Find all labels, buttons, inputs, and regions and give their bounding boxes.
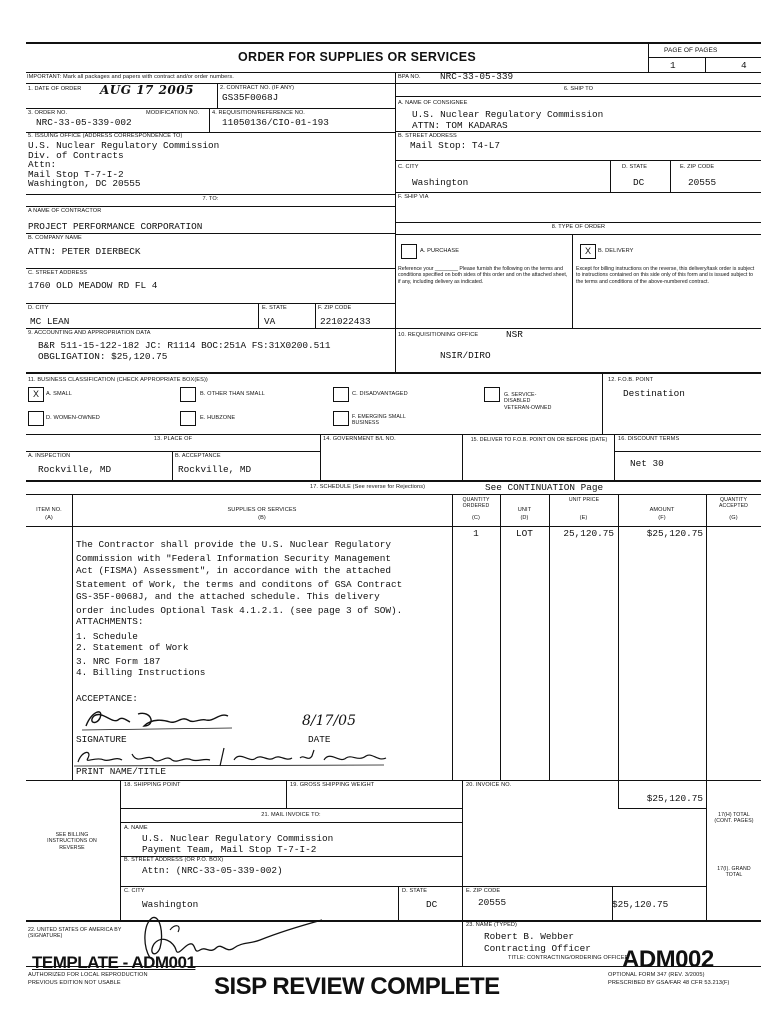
delivery-label: B. DELIVERY xyxy=(598,248,634,254)
contractor-state-label: E. STATE xyxy=(262,305,287,311)
form-title: ORDER FOR SUPPLIES OR SERVICES xyxy=(238,50,476,64)
delivery-checkbox[interactable]: X xyxy=(580,244,596,259)
description-line-2: Commission with "Federal Information Security Management xyxy=(76,553,392,564)
date-of-order-stamp: AUG 17 2005 xyxy=(100,83,194,97)
contractor-state: VA xyxy=(264,316,276,327)
acceptance-place: Rockville, MD xyxy=(178,464,252,475)
signature-label: SIGNATURE xyxy=(76,734,127,745)
important-note: IMPORTANT: Mark all packages and papers with contract and/or order numbers. xyxy=(27,74,234,80)
invoice-city-label: C. CITY xyxy=(124,888,145,894)
date-label: DATE xyxy=(308,734,331,745)
description-line-11: 4. Billing Instructions xyxy=(76,667,206,678)
other-than-small-checkbox[interactable] xyxy=(180,387,196,402)
sdvo-checkbox[interactable] xyxy=(484,387,500,402)
col-item: ITEM NO. xyxy=(36,507,62,513)
col-unit: UNIT xyxy=(517,507,532,513)
description-line-1: The Contractor shall provide the U.S. Nuclear Regulatory xyxy=(76,539,392,550)
authorized-reproduction: AUTHORIZED FOR LOCAL REPRODUCTION xyxy=(28,972,148,978)
col-amount-sub: (F) xyxy=(658,515,666,521)
description-line-9: 2. Statement of Work xyxy=(76,642,189,653)
grand-total: $25,120.75 xyxy=(612,899,669,910)
ship-street-label: B. STREET ADDRESS xyxy=(398,133,457,139)
ship-state-label: D. STATE xyxy=(622,164,648,170)
ship-city: Washington xyxy=(412,177,469,188)
requisitioning-office-label: 10. REQUISITIONING OFFICE xyxy=(398,332,479,338)
grand-total-label: 17(I). GRAND TOTAL xyxy=(717,866,751,879)
contractor-name-label: A NAME OF CONTRACTOR xyxy=(28,208,102,214)
print-name-handwriting xyxy=(74,746,394,768)
row-amount: $25,120.75 xyxy=(646,528,703,539)
col-accepted-sub: (G) xyxy=(729,515,738,521)
contractor-signature xyxy=(82,706,242,732)
women-owned-label: D. WOMEN-OWNED xyxy=(46,415,100,421)
issuing-office-line-1: U.S. Nuclear Regulatory Commission xyxy=(28,140,220,151)
invoice-zip-label: E. ZIP CODE xyxy=(466,888,501,894)
issuing-office-line-5: Washington, DC 20555 xyxy=(28,178,141,189)
usa-by-label: 22. UNITED STATES OF AMERICA BY (SIGNATURE) xyxy=(28,927,122,940)
inspection: Rockville, MD xyxy=(38,464,112,475)
col-qty-sub: (C) xyxy=(471,515,481,521)
template-stamp: TEMPLATE - ADM001 xyxy=(32,953,196,972)
col-supplies-sub: (B) xyxy=(258,515,266,521)
contract-no-label: 2. CONTRACT NO. (IF ANY) xyxy=(220,85,295,91)
top-rule xyxy=(26,42,761,44)
issuing-office-line-4: Mail Stop T-7-I-2 xyxy=(28,169,124,180)
gov-bl-label: 14. GOVERNMENT B/L NO. xyxy=(323,436,396,442)
gross-weight-label: 19. GROSS SHIPPING WEIGHT xyxy=(290,782,375,788)
issuing-office-line-2: Div. of Contracts xyxy=(28,150,124,161)
col-qty: QUANTITY ORDERED xyxy=(462,497,490,510)
contracting-officer-name: Robert B. Webber xyxy=(484,931,575,942)
row-unit-price: 25,120.75 xyxy=(563,528,614,539)
sdvo-label: G. SERVICE-DISABLED VETERAN-OWNED xyxy=(504,392,552,411)
accounting-line-2: OBGLIGATION: $25,120.75 xyxy=(38,351,168,362)
total-pages: 4 xyxy=(741,60,747,71)
prescribed-label: PRESCRIBED BY GSA/FAR 48 CFR 53.213(F) xyxy=(608,980,730,986)
emerging-small-checkbox[interactable] xyxy=(333,411,349,426)
ship-zip: 20555 xyxy=(688,177,717,188)
deliver-by-label: 15. DELIVER TO F.O.B. POINT ON OR BEFORE (DATE) xyxy=(470,437,608,443)
name-typed-label: 23. NAME (TYPED) xyxy=(466,922,518,928)
fob-point-label: 12. F.O.B. POINT xyxy=(608,377,654,383)
accounting-line-1: B&R 511-15-122-182 JC: R1114 BOC:251A FS:31X0200.511 xyxy=(38,340,331,351)
hubzone-label: E. HUBZONE xyxy=(200,415,236,421)
total-cont-pages-label: 17(H) TOTAL (CONT. PAGES) xyxy=(714,812,754,825)
requisition-no-label: 4. REQUISITION/REFERENCE NO. xyxy=(212,110,305,116)
small-checkbox[interactable]: X xyxy=(28,387,44,402)
company-name-label: B. COMPANY NAME xyxy=(28,235,82,241)
description-line-3: Act (FISMA) Assessment", in accordance with the attached xyxy=(76,565,392,576)
invoice-name-line-2: Payment Team, Mail Stop T-7-I-2 xyxy=(142,844,317,855)
contractor-name: PROJECT PERFORMANCE CORPORATION xyxy=(28,221,203,232)
accounting-label: 9. ACCOUNTING AND APPROPRIATION DATA xyxy=(28,330,151,336)
date-of-order-label: 1. DATE OF ORDER xyxy=(28,86,82,92)
requisition-no: 11050136/CIO-01-193 xyxy=(222,117,329,128)
description-line-10: 3. NRC Form 187 xyxy=(76,656,161,667)
requisitioning-office-2: NSIR/DIRO xyxy=(440,350,491,361)
see-billing-instructions: SEE BILLING INSTRUCTIONS ON REVERSE xyxy=(47,832,97,851)
description-line-5: GS-35F-0068J, and the attached schedule. This delivery xyxy=(76,591,380,602)
discount-terms: Net 30 xyxy=(630,458,664,469)
acceptance-date: 8/17/05 xyxy=(302,713,356,729)
sisp-review-stamp: SISP REVIEW COMPLETE xyxy=(214,973,500,1000)
contractor-city: MC LEAN xyxy=(30,316,70,327)
other-than-small-label: B. OTHER THAN SMALL xyxy=(200,391,265,397)
col-unit-sub: (D) xyxy=(520,515,529,521)
purchase-label: A. PURCHASE xyxy=(420,248,460,254)
description-line-8: 1. Schedule xyxy=(76,631,138,642)
consignee-line-2: ATTN: TOM KADARAS xyxy=(412,120,508,131)
place-of-header: 13. PLACE OF xyxy=(153,436,193,442)
col-price-sub: (E) xyxy=(579,515,588,521)
consignee-line-1: U.S. Nuclear Regulatory Commission xyxy=(412,109,604,120)
print-name-label: PRINT NAME/TITLE xyxy=(76,766,167,777)
order-no: NRC-33-05-339-002 xyxy=(36,117,132,128)
invoice-name-line-1: U.S. Nuclear Regulatory Commission xyxy=(142,833,334,844)
contractor-street-label: C. STREET ADDRESS xyxy=(28,270,88,276)
hubzone-checkbox[interactable] xyxy=(180,411,196,426)
invoice-name-label: A. NAME xyxy=(124,825,148,831)
inspection-label: A. INSPECTION xyxy=(28,453,71,459)
shipping-point-label: 18. SHIPPING POINT xyxy=(124,782,181,788)
invoice-no-label: 20. INVOICE NO. xyxy=(466,782,512,788)
col-item-sub: (A) xyxy=(45,515,53,521)
contractor-city-label: D. CITY xyxy=(28,305,49,311)
schedule-header: 17. SCHEDULE (See reverse for Rejections) xyxy=(310,484,426,490)
row-qty: 1 xyxy=(473,528,479,539)
type-of-order-header: 8. TYPE OF ORDER xyxy=(551,224,606,230)
mail-invoice-header: 21. MAIL INVOICE TO: xyxy=(261,812,321,818)
schedule-note: See CONTINUATION Page xyxy=(485,482,604,493)
company-name: ATTN: PETER DIERBECK xyxy=(28,246,141,257)
col-supplies: SUPPLIES OR SERVICES xyxy=(227,507,297,513)
col-accepted: QUANTITY ACCEPTED xyxy=(718,497,749,510)
adm-stamp: ADM002 xyxy=(622,946,714,973)
col-amount: AMOUNT xyxy=(649,507,675,513)
business-classification-label: 11. BUSINESS CLASSIFICATION (CHECK APPROPRIATE BOX(ES)) xyxy=(28,377,208,383)
ship-city-label: C. CITY xyxy=(398,164,419,170)
delivery-note: Except for billing instructions on the reverse, this delivery/task order is subject to instructions contained on this side only of this form and is issued subject to the terms and conditions of the above-numbered contract. xyxy=(576,266,755,285)
description-line-6: order includes Optional Task 4.1.2.1. (see page 3 of SOW). xyxy=(76,605,403,616)
requisitioning-office: NSR xyxy=(506,329,523,340)
modification-no-label: MODIFICATION NO. xyxy=(146,110,200,116)
row-unit: LOT xyxy=(516,528,533,539)
acceptance-label: ACCEPTANCE: xyxy=(76,693,138,704)
description-line-7: ATTACHMENTS: xyxy=(76,616,144,627)
issuing-office-line-3: Attn: xyxy=(28,159,57,170)
invoice-street-label: B. STREET ADDRESS (OR P.O. BOX) xyxy=(124,857,224,863)
purchase-checkbox[interactable] xyxy=(401,244,417,259)
purchase-note: Reference your ________ Please furnish the following on the terms and conditions specified on both sides of this order and on the attached sheet, if any, including delivery as indicated. xyxy=(398,266,568,285)
contract-no: GS35F0068J xyxy=(222,92,279,103)
total-cont-pages: $25,120.75 xyxy=(646,793,703,804)
disadvantaged-label: C. DISADVANTAGED xyxy=(352,391,408,397)
contracting-officer-title: Contracting Officer xyxy=(484,943,591,954)
ship-to-header: 6. SHIP TO xyxy=(563,86,594,92)
optional-form-label: OPTIONAL FORM 347 (REV. 3/2005) xyxy=(608,972,705,978)
discount-terms-label: 16. DISCOUNT TERMS xyxy=(618,436,680,442)
title-label: TITLE: CONTRACTING/ORDERING OFFICER xyxy=(508,955,629,961)
ship-via-label: F. SHIP VIA xyxy=(398,194,429,200)
description-line-4: Statement of Work, the terms and conditons of GSA Contract xyxy=(76,579,403,590)
bpa-number: NRC-33-05-339 xyxy=(440,71,514,82)
invoice-city: Washington xyxy=(142,899,199,910)
women-owned-checkbox[interactable] xyxy=(28,411,44,426)
col-price: UNIT PRICE xyxy=(568,497,600,503)
acceptance-place-label: B. ACCEPTANCE xyxy=(175,453,221,459)
bpa-label: BPA NO. xyxy=(398,74,421,80)
ship-zip-label: E. ZIP CODE xyxy=(680,164,715,170)
invoice-zip: 20555 xyxy=(478,897,507,908)
invoice-street: Attn: (NRC-33-05-339-002) xyxy=(142,865,283,876)
invoice-state: DC xyxy=(426,899,438,910)
contractor-street: 1760 OLD MEADOW RD FL 4 xyxy=(28,280,158,291)
fob-point: Destination xyxy=(623,388,685,399)
contractor-zip-label: F. ZIP CODE xyxy=(318,305,352,311)
ship-street: Mail Stop: T4-L7 xyxy=(410,140,501,151)
issuing-office-label: 5. ISSUING OFFICE (ADDRESS CORRESPONDENCE TO) xyxy=(28,133,183,139)
page-number: 1 xyxy=(670,60,676,71)
disadvantaged-checkbox[interactable] xyxy=(333,387,349,402)
contractor-zip: 221022433 xyxy=(320,316,371,327)
to-header: 7. TO: xyxy=(202,196,219,202)
page-of-pages-label: PAGE OF PAGES xyxy=(664,47,718,54)
ship-state: DC xyxy=(633,177,645,188)
previous-edition: PREVIOUS EDITION NOT USABLE xyxy=(28,980,121,986)
consignee-label: A. NAME OF CONSIGNEE xyxy=(398,100,468,106)
order-no-label: 3. ORDER NO. xyxy=(28,110,68,116)
small-label: A. SMALL xyxy=(46,391,72,397)
emerging-small-label: F. EMERGING SMALL BUSINESS xyxy=(352,414,406,427)
invoice-state-label: D. STATE xyxy=(402,888,428,894)
